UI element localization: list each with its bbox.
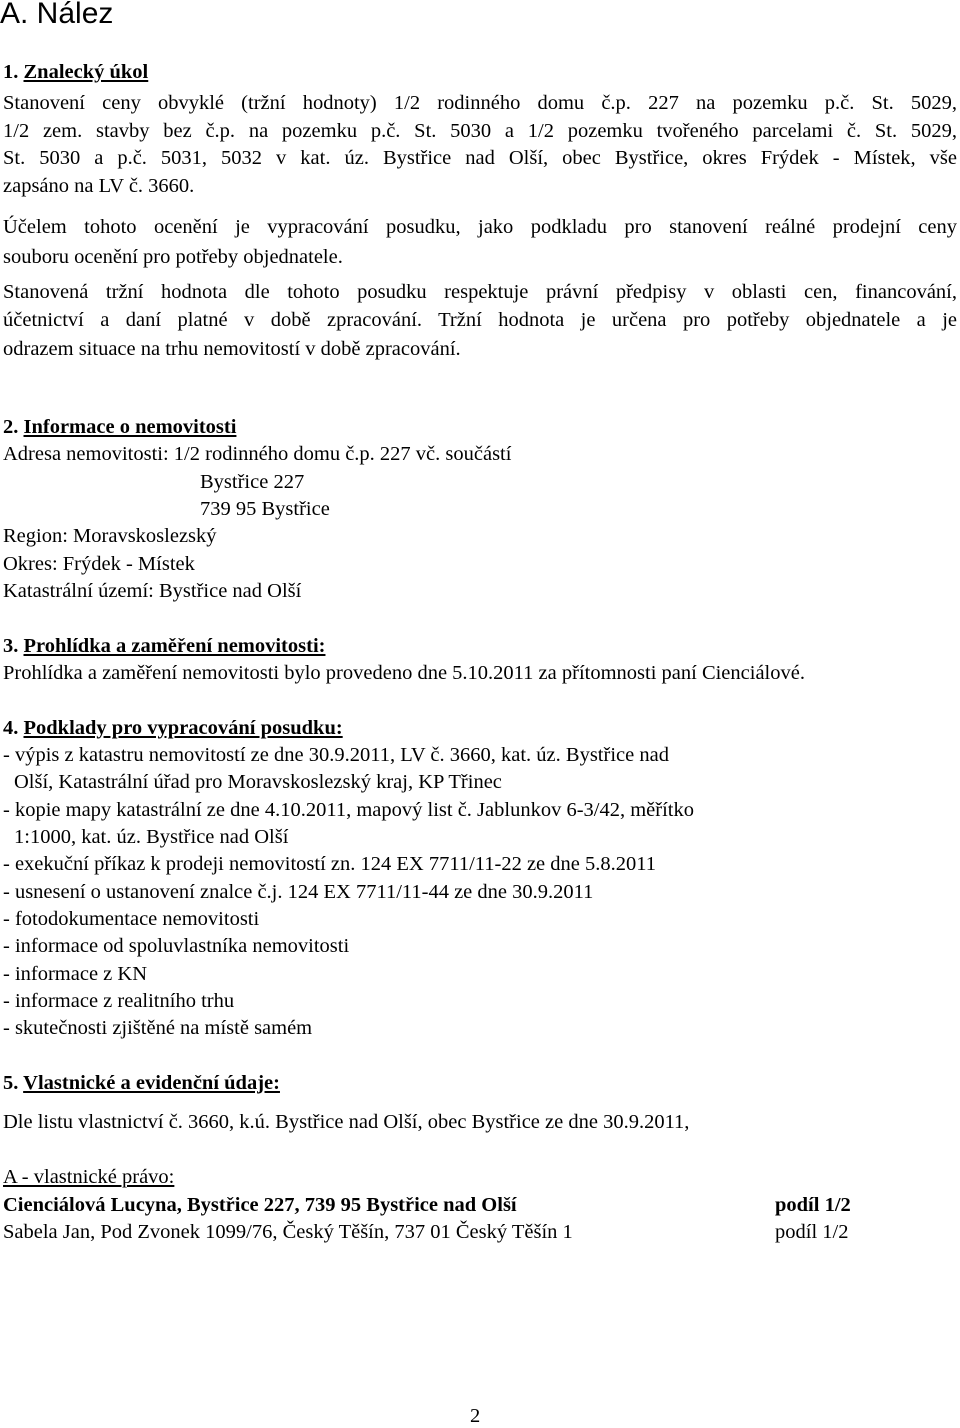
section-1-paragraph-3-line-3: odrazem situace na trhu nemovitostí v době zpracování. xyxy=(3,338,461,360)
address-line: Adresa nemovitosti: 1/2 rodinného domu č.p. 227 vč. součástí xyxy=(3,443,512,465)
source-list-item: - kopie mapy katastrální ze dne 4.10.2011, mapový list č. Jablunkov 6-3/42, měřítko xyxy=(3,799,694,821)
section-1-paragraph-3-line-1: Stanovená tržní hodnota dle tohoto posudku respektuje právní předpisy v oblasti cen, financování, xyxy=(3,281,957,303)
section-3-number: 3. xyxy=(3,635,19,657)
document-title: A. Nález xyxy=(0,0,114,30)
section-5-number: 5. xyxy=(3,1072,19,1094)
section-1-title: Znalecký úkol xyxy=(23,61,149,83)
section-1-paragraph-2-line-1: Účelem tohoto ocenění je vypracování posudku, jako podkladu pro stanovení reálné prodejní ceny xyxy=(3,216,957,238)
section-1-number: 1. xyxy=(3,61,19,83)
section-1-paragraph-1-line-1: Stanovení ceny obvyklé (tržní hodnoty) 1/2 rodinného domu č.p. 227 na pozemku p.č. St. 5029, xyxy=(3,92,957,114)
source-list-item: - informace od spoluvlastníka nemovitosti xyxy=(3,935,350,957)
owner-share: podíl 1/2 xyxy=(775,1221,849,1243)
section-3-heading xyxy=(3,634,325,658)
section-3-title: Prohlídka a zaměření nemovitosti: xyxy=(23,635,326,657)
section-2-title: Informace o nemovitosti xyxy=(23,416,237,438)
section-1-paragraph-1-line-3: St. 5030 a p.č. 5031, 5032 v kat. úz. Bystřice nad Olší, obec Bystřice, okres Frýdek - Místek, vše xyxy=(3,147,957,169)
source-list-item: - informace z KN xyxy=(3,963,148,985)
section-5-title: Vlastnické a evidenční údaje: xyxy=(23,1072,280,1094)
source-list-item: - skutečnosti zjištěné na místě samém xyxy=(3,1017,313,1039)
section-4-heading xyxy=(3,716,343,740)
source-list-item: - exekuční příkaz k prodeji nemovitostí zn. 124 EX 7711/11-22 ze dne 5.8.2011 xyxy=(3,853,656,875)
source-list-item: 1:1000, kat. úz. Bystřice nad Olší xyxy=(14,826,289,848)
source-list-item: - fotodokumentace nemovitosti xyxy=(3,908,260,930)
lv-line: Dle listu vlastnictví č. 3660, k.ú. Bystřice nad Olší, obec Bystřice ze dne 30.9.2011, xyxy=(3,1111,690,1133)
okres-line: Okres: Frýdek - Místek xyxy=(3,553,195,575)
section-2-number: 2. xyxy=(3,416,19,438)
ownership-heading: A - vlastnické právo: xyxy=(3,1166,175,1188)
section-4-title: Podklady pro vypracování posudku: xyxy=(23,717,343,739)
source-list-item: - výpis z katastru nemovitostí ze dne 30.9.2011, LV č. 3660, kat. úz. Bystřice nad xyxy=(3,744,669,766)
owner-name: Cienciálová Lucyna, Bystřice 227, 739 95 Bystřice nad Olší xyxy=(3,1194,517,1216)
address-street: Bystřice 227 xyxy=(200,471,305,493)
section-1-paragraph-2-line-2: souboru ocenění pro potřeby objednatele. xyxy=(3,246,343,268)
owner-share: podíl 1/2 xyxy=(775,1194,851,1216)
source-list-item: - informace z realitního trhu xyxy=(3,990,235,1012)
region-line: Region: Moravskoslezský xyxy=(3,525,217,547)
section-5-heading xyxy=(3,1071,280,1095)
address-postal: 739 95 Bystřice xyxy=(200,498,330,520)
page-number: 2 xyxy=(470,1405,481,1427)
section-1-paragraph-1-line-2: 1/2 zem. stavby bez č.p. na pozemku p.č. St. 5030 a 1/2 pozemku tvořeného parcelami č. St. 5029, xyxy=(3,119,957,142)
owner-name: Sabela Jan, Pod Zvonek 1099/76, Český Těšín, 737 01 Český Těšín 1 xyxy=(3,1221,573,1243)
source-list-item: - usnesení o ustanovení znalce č.j. 124 EX 7711/11-44 ze dne 30.9.2011 xyxy=(3,881,594,903)
inspection-text: Prohlídka a zaměření nemovitosti bylo provedeno dne 5.10.2011 za přítomnosti paní Cienciálové. xyxy=(3,662,805,684)
section-4-number: 4. xyxy=(3,717,19,739)
section-1-heading xyxy=(3,60,148,84)
section-2-heading xyxy=(3,415,236,439)
section-1-paragraph-3-line-2: účetnictví a daní platné v době zpracování. Tržní hodnota je určena pro potřeby objednatele a je xyxy=(3,309,957,331)
section-1-paragraph-1-line-4: zapsáno na LV č. 3660. xyxy=(3,175,195,197)
source-list-item: Olší, Katastrální úřad pro Moravskoslezský kraj, KP Třinec xyxy=(14,771,502,793)
katastr-line: Katastrální území: Bystřice nad Olší xyxy=(3,580,302,602)
